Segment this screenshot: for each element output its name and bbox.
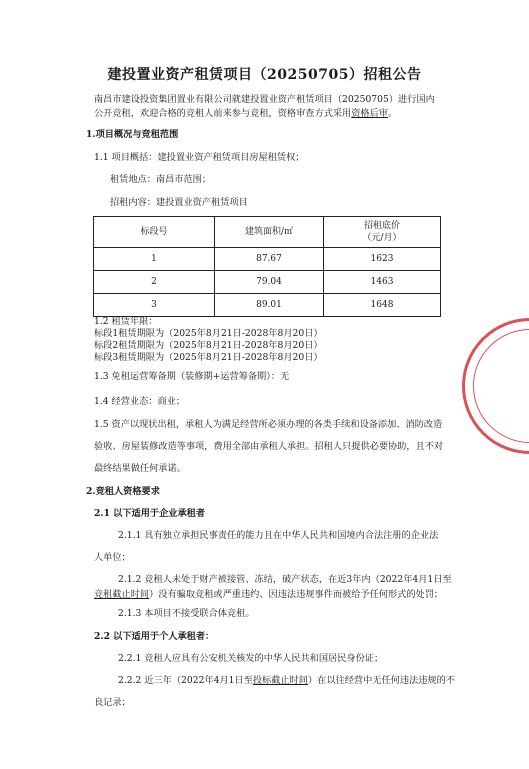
lease-term-lot-2: 标段2租赁期限为（2025年8月21日-2028年8月20日） bbox=[94, 340, 323, 351]
cell-area: 89.01 bbox=[215, 294, 324, 317]
cell-area: 87.67 bbox=[215, 248, 324, 271]
document-title: 建投置业资产租赁项目（20250705）招租公告 bbox=[107, 67, 422, 83]
lease-content: 招租内容：建投置业资产租赁项目 bbox=[110, 197, 248, 208]
item-2-2-1: 2.2.1 竞租人应具有公安机关核发的中华人民共和国居民身份证； bbox=[118, 653, 384, 664]
cell-lot: 2 bbox=[94, 271, 215, 294]
item-2-1-1-line-2: 人单位； bbox=[94, 552, 131, 563]
intro-line-1: 南昌市建设投资集团置业有限公司就建投置业资产租赁项目（20250705）进行国内 bbox=[94, 94, 435, 105]
cell-lot: 3 bbox=[94, 294, 215, 317]
lease-term-lot-1: 标段1租赁期限为（2025年8月21日-2028年8月20日） bbox=[94, 328, 323, 339]
item-2-1-2-line-2 bbox=[94, 589, 443, 601]
deadline-text: 竞租截止时间 bbox=[94, 589, 150, 600]
cell-lot: 1 bbox=[94, 248, 215, 271]
item-1-2-title: 1.2 租赁年限： bbox=[94, 316, 158, 327]
header-price: 招租底价 （元/月） bbox=[324, 217, 441, 248]
seal-inner-ring bbox=[473, 329, 529, 443]
header-area: 建筑面积/㎡ bbox=[215, 217, 324, 248]
intro-period: 。 bbox=[388, 108, 398, 119]
qualification-method: 资格后审 bbox=[351, 108, 388, 119]
section-2-heading: 2.竞租人资格要求 bbox=[86, 486, 160, 497]
item-1-1: 1.1 项目概括：建投置业资产租赁项目房屋租赁权； bbox=[94, 152, 305, 163]
recent-years-text: 2.2.2 近三年（2022年4月1日至 bbox=[118, 675, 253, 686]
red-seal-icon bbox=[462, 318, 529, 454]
cell-price: 1463 bbox=[324, 271, 441, 294]
table-row bbox=[94, 248, 441, 271]
item-2-1: 2.1 以下适用于企业承租者 bbox=[94, 508, 206, 519]
penalty-text: ）没有骗取竞租或严重违约、因违法违规事件而被给予任何形式的处罚； bbox=[149, 589, 444, 600]
item-2-2-2-line-2: 良记录； bbox=[94, 697, 131, 708]
lease-term-lot-3: 标段3租赁期限为（2025年8月21日-2028年8月20日） bbox=[94, 352, 323, 363]
header-lot: 标段号 bbox=[94, 217, 215, 248]
intro-text: 公开竞租，欢迎合格的竞租人前来参与竞租，资格审查方式采用 bbox=[94, 108, 352, 119]
cell-area: 79.04 bbox=[215, 271, 324, 294]
bid-deadline-text: 投标截止时间 bbox=[252, 675, 308, 686]
item-2-2-2-line-1 bbox=[118, 675, 455, 687]
item-2-1-3: 2.1.3 本项目不接受联合体竞租。 bbox=[118, 608, 255, 619]
record-text: ）在以往经营中无任何违法违规的不 bbox=[308, 675, 455, 686]
intro-line-2 bbox=[94, 108, 397, 120]
item-2-1-2-line-1: 2.1.2 竞租人未处于财产被接管、冻结，破产状态，在近3年内（2022年4月1日至 bbox=[118, 574, 452, 585]
item-2-1-1-line-1: 2.1.1 具有独立承担民事责任的能力且在中华人民共和国境内合法注册的企业法 bbox=[118, 530, 439, 541]
item-1-5-line-1: 1.5 资产以现状出租，承租人为满足经营所必须办理的各类手续和设备添加、消防改造 bbox=[94, 419, 443, 430]
item-1-4: 1.4 经营业态：商业； bbox=[94, 396, 186, 407]
table-header-row bbox=[94, 217, 441, 248]
item-1-3: 1.3 免租运营筹备期（装修期+运营筹备期）：无 bbox=[94, 371, 290, 382]
section-1-heading: 1.项目概况与竞租范围 bbox=[86, 129, 179, 140]
item-2-2: 2.2 以下适用于个人承租者： bbox=[94, 631, 215, 642]
cell-price: 1648 bbox=[324, 294, 441, 317]
table-row bbox=[94, 294, 441, 317]
cell-price: 1623 bbox=[324, 248, 441, 271]
lease-location: 租赁地点：南昌市范围； bbox=[110, 174, 212, 185]
table-row bbox=[94, 271, 441, 294]
item-1-5-line-3: 最终结果做任何承诺。 bbox=[94, 463, 186, 474]
lot-table bbox=[93, 216, 441, 317]
item-1-5-line-2: 验收、房屋装修改造等事项，费用全部由承租人承担。招租人只提供必要协助，且不对 bbox=[94, 441, 444, 452]
